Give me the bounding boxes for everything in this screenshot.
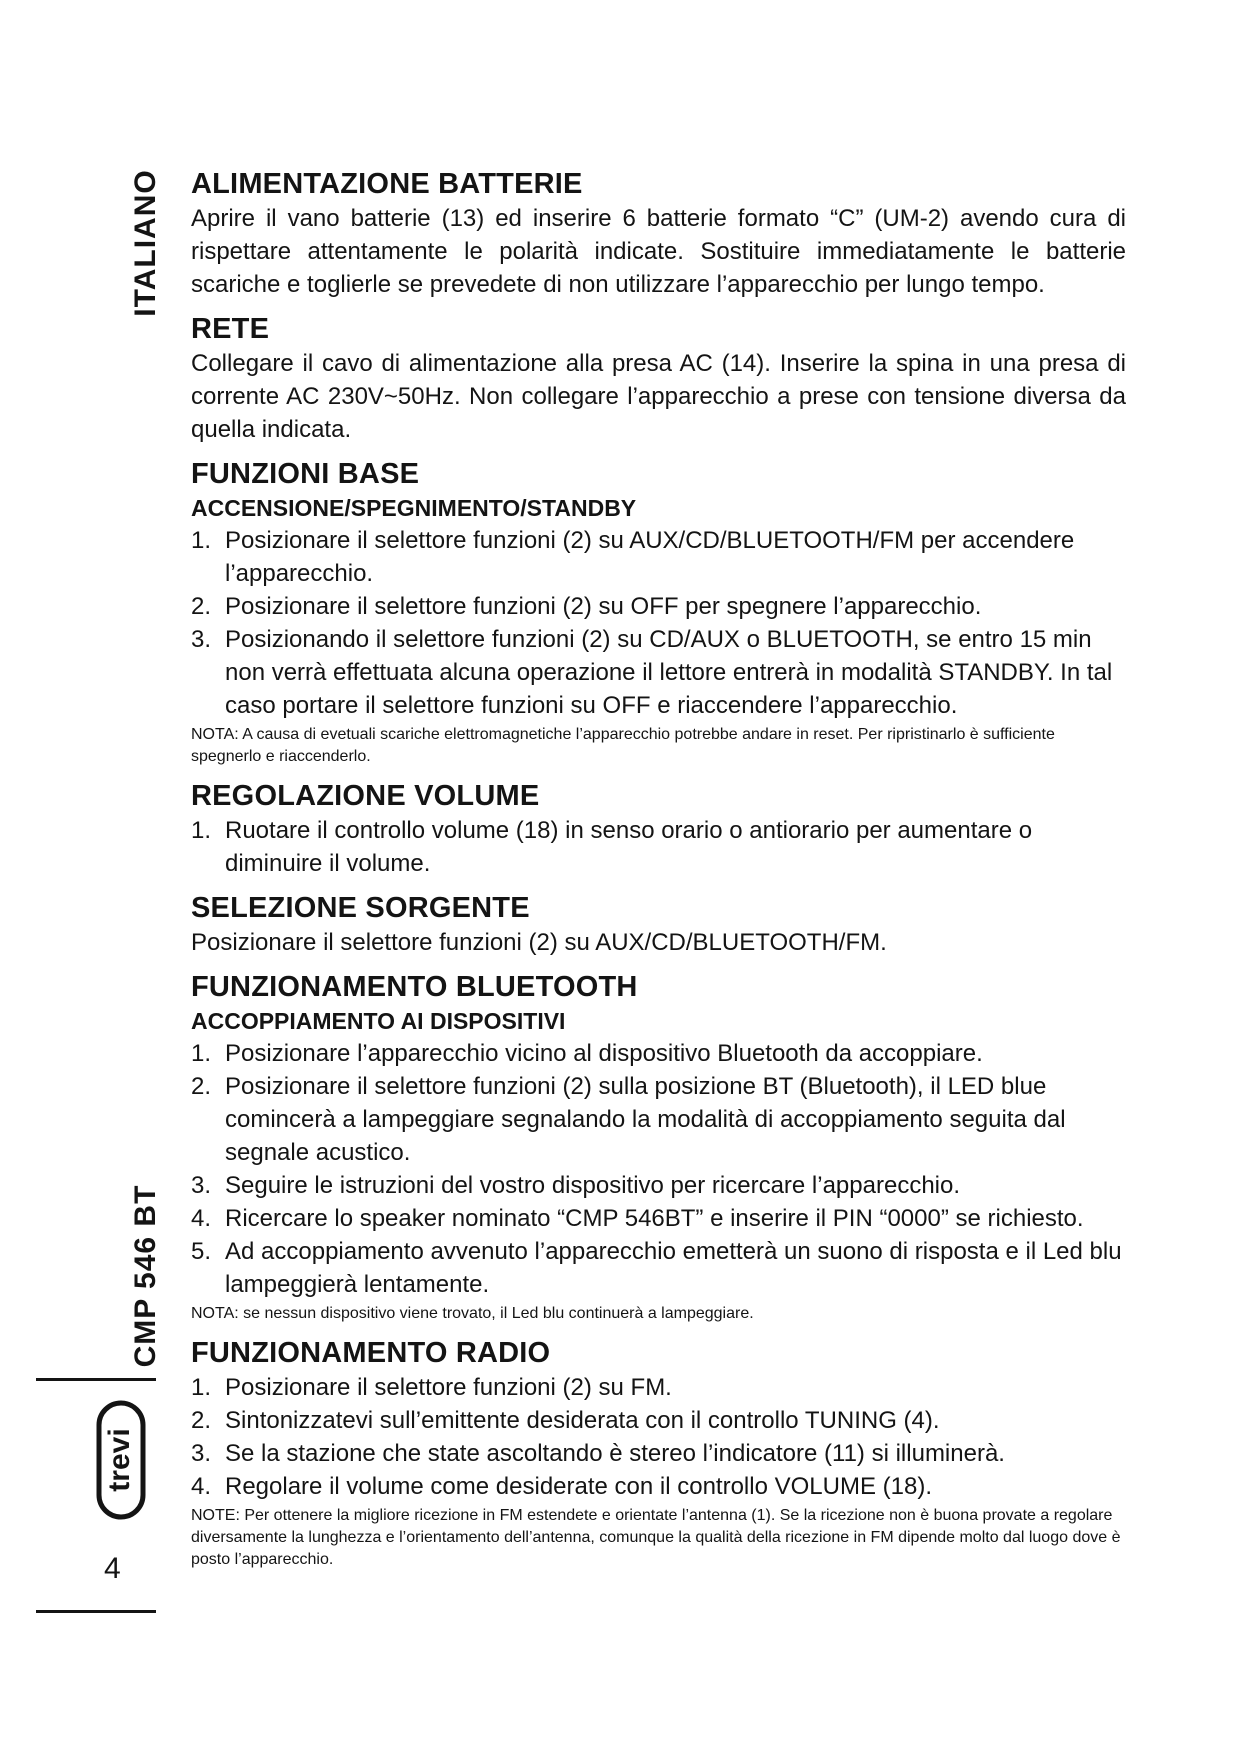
list-item bbox=[191, 814, 1126, 880]
step-text: Posizionare il selettore funzioni (2) sulla posizione BT (Bluetooth), il LED blue comincerà a lampeggiare segnalando la modalità di accoppiamento seguita dal segnale acustico. bbox=[225, 1073, 1066, 1166]
steps-list bbox=[191, 814, 1126, 880]
list-item bbox=[191, 1371, 1126, 1404]
model-label-text: CMP 546 BT bbox=[129, 1184, 162, 1368]
note-text: NOTA: se nessun dispositivo viene trovato, il Led blu continuerà a lampeggiare. bbox=[191, 1305, 754, 1322]
steps-list bbox=[191, 524, 1126, 722]
step-text: Seguire le istruzioni del vostro dispositivo per ricercare l’apparecchio. bbox=[225, 1172, 961, 1199]
step-text: Posizionare il selettore funzioni (2) su AUX/CD/BLUETOOTH/FM per accendere l’apparecchio. bbox=[225, 527, 1075, 587]
language-label bbox=[122, 168, 170, 318]
list-item bbox=[191, 1404, 1126, 1437]
list-item bbox=[191, 590, 1126, 623]
language-label-text: ITALIANO bbox=[129, 169, 162, 317]
step-number: 5. bbox=[191, 1238, 212, 1265]
step-number: 4. bbox=[191, 1205, 212, 1232]
steps-list bbox=[191, 1371, 1126, 1503]
step-text: Posizionare il selettore funzioni (2) su FM. bbox=[225, 1374, 672, 1401]
section-title: SELEZIONE SORGENTE bbox=[191, 892, 530, 924]
step-text: Posizionare il selettore funzioni (2) su OFF per spegnere l’apparecchio. bbox=[225, 593, 982, 620]
sidebar-divider-top bbox=[36, 1378, 156, 1381]
section-title: ALIMENTAZIONE BATTERIE bbox=[191, 168, 583, 200]
step-number: 1. bbox=[191, 1040, 212, 1067]
model-label bbox=[122, 1186, 170, 1366]
svg-text:trevi: trevi bbox=[102, 1428, 136, 1492]
manual-content bbox=[191, 166, 1126, 1581]
section-alimentazione bbox=[191, 166, 1126, 301]
list-item bbox=[191, 1202, 1126, 1235]
step-number: 3. bbox=[191, 1172, 212, 1199]
section-sorgente bbox=[191, 890, 1126, 959]
list-item bbox=[191, 1235, 1126, 1301]
section-title: RETE bbox=[191, 313, 270, 345]
step-text: Se la stazione che state ascoltando è stereo l’indicatore (11) si illuminerà. bbox=[225, 1440, 1005, 1467]
list-item bbox=[191, 1037, 1126, 1070]
brand-logo-icon bbox=[96, 1400, 146, 1520]
list-item bbox=[191, 1070, 1126, 1169]
section-text: Posizionare il selettore funzioni (2) su AUX/CD/BLUETOOTH/FM. bbox=[191, 929, 887, 956]
step-number: 4. bbox=[191, 1473, 212, 1500]
step-text: Regolare il volume come desiderate con il controllo VOLUME (18). bbox=[225, 1473, 932, 1500]
section-title: REGOLAZIONE VOLUME bbox=[191, 780, 540, 812]
step-number: 1. bbox=[191, 527, 212, 554]
step-number: 3. bbox=[191, 1440, 212, 1467]
step-number: 2. bbox=[191, 1073, 212, 1100]
step-number: 2. bbox=[191, 1407, 212, 1434]
section-volume bbox=[191, 778, 1126, 880]
step-text: Posizionando il selettore funzioni (2) su CD/AUX o BLUETOOTH, se entro 15 min non verrà effettuata alcuna operazione il lettore entrerà in modalità STANDBY. In tal caso portare il selettore funzioni su OFF e riaccendere l’apparecchio. bbox=[225, 626, 1113, 719]
page-number: 4 bbox=[104, 1552, 121, 1585]
section-funzioni-base bbox=[191, 456, 1126, 768]
section-text: Collegare il cavo di alimentazione alla presa AC (14). Inserire la spina in una presa di corrente AC 230V~50Hz. Non collegare l’apparecchio a prese con tensione diversa da quella indicata. bbox=[191, 350, 1126, 443]
section-title: FUNZIONAMENTO BLUETOOTH bbox=[191, 971, 638, 1003]
list-item bbox=[191, 1470, 1126, 1503]
step-text: Ricercare lo speaker nominato “CMP 546BT” e inserire il PIN “0000” se richiesto. bbox=[225, 1205, 1084, 1232]
section-bluetooth bbox=[191, 969, 1126, 1325]
sidebar-divider-bottom bbox=[36, 1610, 156, 1613]
section-title: FUNZIONAMENTO RADIO bbox=[191, 1337, 551, 1369]
step-number: 1. bbox=[191, 1374, 212, 1401]
note-text: NOTA: A causa di evetuali scariche elettromagnetiche l’apparecchio potrebbe andare in reset. Per ripristinarlo è sufficiente spegnerlo e riaccenderlo. bbox=[191, 726, 1055, 765]
step-text: Ad accoppiamento avvenuto l’apparecchio emetterà un suono di risposta e il Led blu lampeggierà lentamente. bbox=[225, 1238, 1122, 1298]
section-text: Aprire il vano batterie (13) ed inserire 6 batterie formato “C” (UM-2) avendo cura di rispettare attentamente le polarità indicate. Sostituire immediatamente le batterie scariche e toglierle se prevedete di non utilizzare l’apparecchio per lungo tempo. bbox=[191, 205, 1126, 298]
note-text: NOTE: Per ottenere la migliore ricezione in FM estendete e orientate l’antenna (1). Se la ricezione non è buona provate a regolare diversamente la lunghezza e l’orientamento dell’antenna, comunque la qualità della ricezione in FM dipende molto dal luogo dove è posto l’apparecchio. bbox=[191, 1507, 1121, 1568]
step-number: 3. bbox=[191, 626, 212, 653]
step-text: Ruotare il controllo volume (18) in senso orario o antiorario per aumentare o diminuire il volume. bbox=[225, 817, 1033, 877]
section-radio bbox=[191, 1335, 1126, 1571]
step-number: 1. bbox=[191, 817, 212, 844]
list-item bbox=[191, 524, 1126, 590]
section-title: FUNZIONI BASE bbox=[191, 458, 420, 490]
section-subtitle: ACCOPPIAMENTO AI DISPOSITIVI bbox=[191, 1008, 566, 1034]
section-rete bbox=[191, 311, 1126, 446]
list-item bbox=[191, 623, 1126, 722]
step-text: Posizionare l’apparecchio vicino al dispositivo Bluetooth da accoppiare. bbox=[225, 1040, 983, 1067]
list-item bbox=[191, 1437, 1126, 1470]
step-text: Sintonizzatevi sull’emittente desiderata con il controllo TUNING (4). bbox=[225, 1407, 940, 1434]
section-subtitle: ACCENSIONE/SPEGNIMENTO/STANDBY bbox=[191, 495, 637, 521]
step-number: 2. bbox=[191, 593, 212, 620]
steps-list bbox=[191, 1037, 1126, 1301]
list-item bbox=[191, 1169, 1126, 1202]
